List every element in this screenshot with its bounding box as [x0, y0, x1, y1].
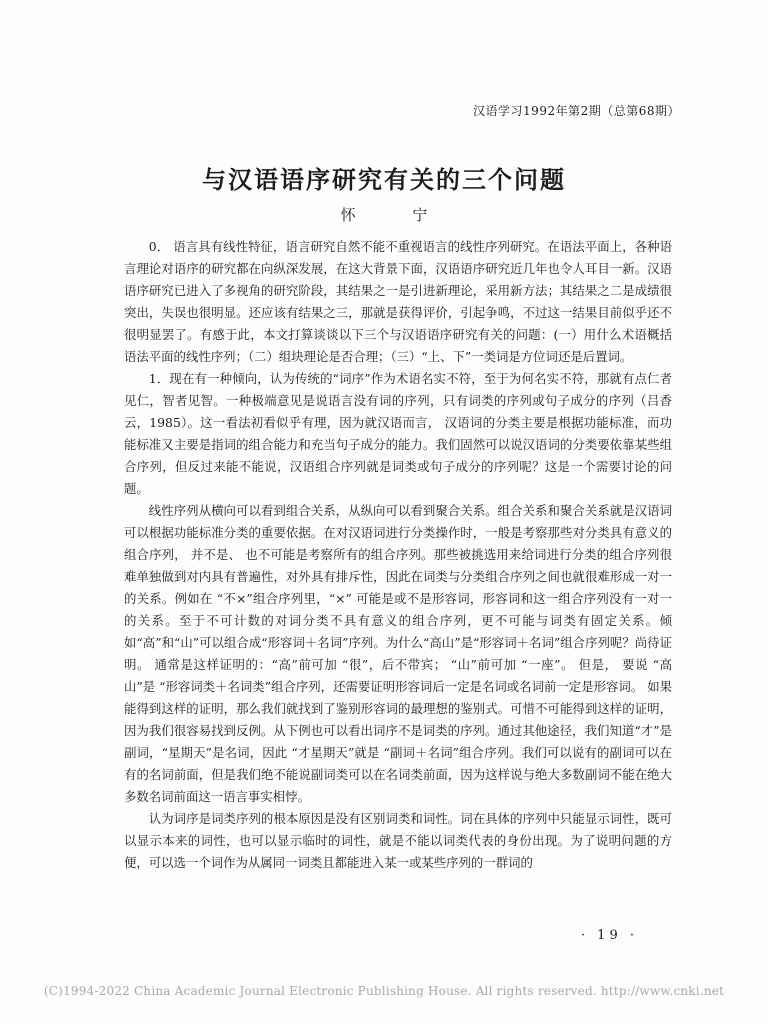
article-title: 与汉语语序研究有关的三个问题 [202, 165, 566, 195]
paragraph-word-class: 认为词序是词类序列的根本原因是没有区别词类和词性。词在具体的序列中只能显示词性，既可以显示本来的词性，也可以显示临时的词性，就是不能以词类代表的身份出现。为了说明问题的方便，可以选一个词作为从属同一词类且都能进入某一或某些序列的一群词的 [124, 811, 672, 870]
paragraph-section-1: 1．现在有一种倾向，认为传统的“词序”作为术语名实不符，至于为何名实不符，那就有点仁者见仁，智者见智。一种极端意见是说语言没有词的序列，只有词类的序列或句子成分的序列（吕香云，1985）。这一看法初看似乎有理，因为就汉语而言， 汉语词的分类主要是根据功能标准，而功能标准又主要是指词的组合能力和充当句子成分的能力。我们固然可以说汉语词的分类要依靠某些组合序列，但反过来能不能说，汉语组合序列就是词类或句子成分的序列呢？这是一个需要讨论的问题。 [124, 371, 672, 496]
paragraph-intro: 0． 语言具有线性特征，语言研究自然不能不重视语言的线性序列研究。在语法平面上，各种语言理论对语序的研究都在向纵深发展，在这大背景下面，汉语语序研究近几年也令人耳目一新。汉语语序研究已进入了多视角的研究阶段，其结果之一是引进新理论，采用新方法；其结果之二是成绩很突出，失误也很明显。还应该有结果之三，那就是获得评价，引起争鸣，不过这一结果目前似乎还不很明显罢了。有感于此，本文打算谈谈以下三个与汉语语序研究有关的问题：(一）用什么术语概括语法平面的线性序列；（二）组块理论是否合理；（三）“上、下”一类词是方位词还是后置词。 [124, 239, 672, 364]
journal-citation: 汉语学习1992年第2期（总第68期） [473, 104, 680, 118]
article-body [124, 236, 672, 874]
page-number: · 19 · [580, 928, 638, 943]
copyright-footer: (C)1994-2022 China Academic Journal Electronic Publishing House. All rights reserved. http://www.cnki.net [43, 984, 725, 998]
article-author: 怀 宁 [340, 206, 454, 224]
paragraph-linear-sequence: 线性序列从横向可以看到组合关系，从纵向可以看到聚合关系。组合关系和聚合关系就是汉语词可以根据功能标准分类的重要依据。在对汉语词进行分类操作时，一般是考察那些对分类具有意义的组合序列， 并不是、 也不可能是考察所有的组合序列。那些被挑选用来给词进行分类的组合序列很难单独做到对内具有普遍性，对外具有排斥性，因此在词类与分类组合序列之间也就很难形成一对一的关系。例如在 “不×”组合序列里，“×” 可能是或不是形容词，形容词和这一组合序列没有一对一的关系。至于不可计数的对词分类不具有意义的组合序列，更不可能与词类有固定关系。倾如“高”和“山”可以组合成“形容词＋名词”序列。为什么“高山”是“形容词＋名词”组合序列呢？尚待证明。 通常是这样证明的：“高”前可加 “很”，后不带宾； “山”前可加 “一座”。 但是， 要说 “高山”是 “形容词类＋名词类”组合序列，还需要证明形容词后一定是名词或名词前一定是形容词。 如果能得到这样的证明，那么我们就找到了鉴别形容词的最理想的鉴别式。可惜不可能得到这样的证明，因为我们很容易找到反例。从下例也可以看出词序不是词类的序列。通过其他途径，我们知道“才”是副词，“星期天”是名词，因此 “才星期天”就是 “副词＋名词”组合序列。我们可以说有的副词可以在有的名词前面，但是我们绝不能说副词类可以在名词类前面，因为这样说与绝大多数副词不能在绝大多数名词前面这一语言事实相悖。 [124, 503, 672, 804]
